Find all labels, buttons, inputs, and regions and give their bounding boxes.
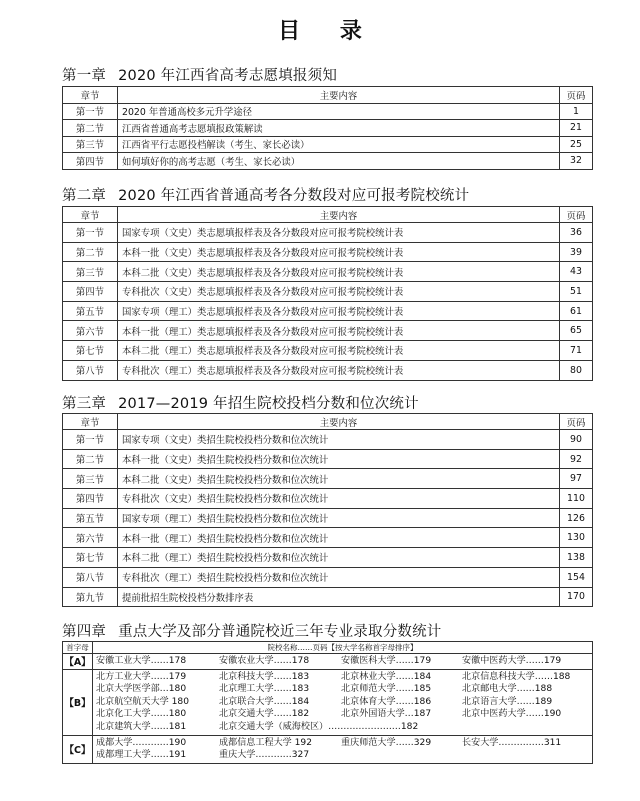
university-entry: 重庆大学…………327 bbox=[219, 750, 310, 761]
content-cell: 如何填好你的高考志愿（考生、家长必读） bbox=[118, 153, 560, 170]
section-cell: 第八节 bbox=[63, 567, 118, 587]
university-line bbox=[96, 721, 589, 734]
table-row bbox=[63, 508, 593, 528]
page-cell: 80 bbox=[560, 360, 593, 380]
header-letter: 首字母 bbox=[63, 642, 93, 654]
table-row bbox=[63, 548, 593, 568]
university-index-table bbox=[62, 641, 593, 764]
section-cell: 第一节 bbox=[63, 103, 118, 120]
table-row bbox=[63, 360, 593, 380]
university-entry: 北京外国语大学…187 bbox=[341, 709, 432, 720]
university-entry: 北京林业大学……184 bbox=[341, 671, 432, 682]
header-section: 章节 bbox=[63, 87, 118, 104]
content-cell: 本科二批（理工）类招生院校投档分数和位次统计 bbox=[118, 548, 560, 568]
chapter-3-table bbox=[62, 413, 593, 607]
page-cell: 32 bbox=[560, 153, 593, 170]
table-row bbox=[63, 449, 593, 469]
university-entry: 北京理工大学……183 bbox=[219, 684, 310, 695]
section-cell: 第一节 bbox=[63, 223, 118, 243]
content-cell: 本科一批（理工）类招生院校投档分数和位次统计 bbox=[118, 528, 560, 548]
content-cell: 专科批次（文史）类招生院校投档分数和位次统计 bbox=[118, 489, 560, 509]
table-row bbox=[63, 136, 593, 153]
section-cell: 第四节 bbox=[63, 153, 118, 170]
university-line bbox=[96, 749, 589, 762]
section-cell: 第七节 bbox=[63, 548, 118, 568]
group-letter: 【C】 bbox=[63, 735, 93, 763]
section-cell: 第三节 bbox=[63, 262, 118, 282]
section-cell: 第九节 bbox=[63, 587, 118, 607]
page-cell: 97 bbox=[560, 469, 593, 489]
header-content: 主要内容 bbox=[118, 87, 560, 104]
table-header-row bbox=[63, 87, 593, 104]
university-entry: 安徽工业大学……178 bbox=[96, 656, 187, 666]
page-cell: 36 bbox=[560, 223, 593, 243]
header-section: 章节 bbox=[63, 414, 118, 430]
university-entry: 北京建筑大学……181 bbox=[96, 721, 187, 732]
chapter-2-table bbox=[62, 206, 593, 381]
header-content: 主要内容 bbox=[118, 414, 560, 430]
university-line bbox=[96, 737, 589, 750]
table-row bbox=[63, 528, 593, 548]
university-header-row bbox=[63, 642, 593, 654]
chapter-name: 重点大学及部分普通院校近三年专业录取分数统计 bbox=[118, 624, 442, 640]
header-university-content: 院校名称……页码【按大学名称首字母排序】 bbox=[93, 642, 593, 654]
university-entry: 成都信息工程大学 192 bbox=[219, 737, 312, 748]
content-cell: 江西省普通高考志愿填报政策解读 bbox=[118, 120, 560, 137]
table-row bbox=[63, 321, 593, 341]
university-entry: 北京交通大学……182 bbox=[219, 709, 310, 720]
page-cell: 138 bbox=[560, 548, 593, 568]
content-cell: 国家专项（文史）类招生院校投档分数和位次统计 bbox=[118, 430, 560, 450]
content-cell: 本科一批（文史）类招生院校投档分数和位次统计 bbox=[118, 449, 560, 469]
page-cell: 154 bbox=[560, 567, 593, 587]
university-entry: 北京化工大学……180 bbox=[96, 709, 187, 720]
page-cell: 61 bbox=[560, 301, 593, 321]
table-header-row bbox=[63, 207, 593, 223]
content-cell: 国家专项（理工）类志愿填报样表及各分数段对应可报考院校统计表 bbox=[118, 301, 560, 321]
content-cell: 本科一批（文史）类志愿填报样表及各分数段对应可报考院校统计表 bbox=[118, 242, 560, 262]
page-cell: 43 bbox=[560, 262, 593, 282]
page-cell: 71 bbox=[560, 341, 593, 361]
chapter-name: 2020 年江西省高考志愿填报须知 bbox=[118, 68, 338, 84]
content-cell: 国家专项（理工）类招生院校投档分数和位次统计 bbox=[118, 508, 560, 528]
section-cell: 第四节 bbox=[63, 489, 118, 509]
university-entry: 长安大学……………311 bbox=[462, 737, 562, 748]
university-entry: 安徽中医药大学……179 bbox=[462, 656, 562, 666]
header-content: 主要内容 bbox=[118, 207, 560, 223]
page-cell: 25 bbox=[560, 136, 593, 153]
university-entry: 北京中医药大学……190 bbox=[462, 709, 562, 720]
header-page: 页码 bbox=[560, 207, 593, 223]
page-title: 目 录 bbox=[278, 19, 378, 44]
group-letter: 【B】 bbox=[63, 669, 93, 735]
content-cell: 2020 年普通高校多元升学途径 bbox=[118, 103, 560, 120]
chapter-label: 第二章 bbox=[62, 188, 107, 204]
section-cell: 第七节 bbox=[63, 341, 118, 361]
university-entry: 北京体育大学……186 bbox=[341, 696, 432, 707]
section-cell: 第三节 bbox=[63, 136, 118, 153]
content-cell: 本科二批（理工）类志愿填报样表及各分数段对应可报考院校统计表 bbox=[118, 341, 560, 361]
table-row bbox=[63, 469, 593, 489]
chapter-1-title bbox=[62, 64, 337, 85]
section-cell: 第一节 bbox=[63, 430, 118, 450]
chapter-3-title bbox=[62, 392, 419, 413]
university-group-b bbox=[63, 669, 593, 735]
table-row bbox=[63, 341, 593, 361]
university-entry: 北京联合大学……184 bbox=[219, 696, 310, 707]
university-entry: 北方工业大学……179 bbox=[96, 671, 187, 682]
section-cell: 第五节 bbox=[63, 301, 118, 321]
page-cell: 126 bbox=[560, 508, 593, 528]
university-entry: 北京信息科技大学……188 bbox=[462, 671, 571, 682]
content-cell: 江西省平行志愿投档解读（考生、家长必读） bbox=[118, 136, 560, 153]
content-cell: 专科批次（理工）类志愿填报样表及各分数段对应可报考院校统计表 bbox=[118, 360, 560, 380]
content-cell: 本科二批（文史）类志愿填报样表及各分数段对应可报考院校统计表 bbox=[118, 262, 560, 282]
table-row bbox=[63, 262, 593, 282]
page-cell: 39 bbox=[560, 242, 593, 262]
header-page: 页码 bbox=[560, 87, 593, 104]
section-cell: 第二节 bbox=[63, 120, 118, 137]
university-list bbox=[93, 669, 593, 735]
university-group-c bbox=[63, 735, 593, 763]
university-entry: 成都理工大学……191 bbox=[96, 750, 187, 761]
section-cell: 第四节 bbox=[63, 282, 118, 302]
table-row bbox=[63, 567, 593, 587]
table-row bbox=[63, 587, 593, 607]
table-row bbox=[63, 153, 593, 170]
university-entry: 成都大学…………190 bbox=[96, 737, 187, 748]
university-entry: 安徽农业大学……178 bbox=[219, 656, 310, 666]
university-entry: 北京大学医学部…180 bbox=[96, 684, 187, 695]
university-line bbox=[96, 655, 589, 668]
page-cell: 170 bbox=[560, 587, 593, 607]
content-cell: 专科批次（文史）类志愿填报样表及各分数段对应可报考院校统计表 bbox=[118, 282, 560, 302]
university-list bbox=[93, 654, 593, 670]
university-entry: 北京师范大学……185 bbox=[341, 684, 432, 695]
section-cell: 第八节 bbox=[63, 360, 118, 380]
page-cell: 65 bbox=[560, 321, 593, 341]
table-row bbox=[63, 282, 593, 302]
page-cell: 90 bbox=[560, 430, 593, 450]
group-letter: 【A】 bbox=[63, 654, 93, 670]
university-entry: 北京交通大学（威海校区）……………………182 bbox=[219, 721, 419, 732]
chapter-4-title bbox=[62, 620, 442, 641]
university-group-a bbox=[63, 654, 593, 670]
table-row bbox=[63, 430, 593, 450]
chapter-label: 第四章 bbox=[62, 624, 107, 640]
chapter-name: 2020 年江西省普通高考各分数段对应可报考院校统计 bbox=[118, 188, 470, 204]
university-entry: 北京语言大学……189 bbox=[462, 696, 553, 707]
university-line bbox=[96, 671, 589, 684]
table-row bbox=[63, 489, 593, 509]
university-line bbox=[96, 683, 589, 696]
content-cell: 专科批次（理工）类招生院校投档分数和位次统计 bbox=[118, 567, 560, 587]
content-cell: 本科一批（理工）类志愿填报样表及各分数段对应可报考院校统计表 bbox=[118, 321, 560, 341]
university-entry: 重庆师范大学……329 bbox=[341, 737, 432, 748]
table-row bbox=[63, 223, 593, 243]
section-cell: 第二节 bbox=[63, 449, 118, 469]
content-cell: 提前批招生院校投档分数排序表 bbox=[118, 587, 560, 607]
section-cell: 第二节 bbox=[63, 242, 118, 262]
chapter-2-title bbox=[62, 184, 469, 205]
chapter-name: 2017—2019 年招生院校投档分数和位次统计 bbox=[118, 396, 419, 412]
section-cell: 第六节 bbox=[63, 528, 118, 548]
chapter-label: 第三章 bbox=[62, 396, 107, 412]
table-header-row bbox=[63, 414, 593, 430]
header-page: 页码 bbox=[560, 414, 593, 430]
university-entry: 北京科技大学……183 bbox=[219, 671, 310, 682]
chapter-label: 第一章 bbox=[62, 68, 107, 84]
page-cell: 130 bbox=[560, 528, 593, 548]
page-cell: 110 bbox=[560, 489, 593, 509]
header-section: 章节 bbox=[63, 207, 118, 223]
chapter-1-table bbox=[62, 86, 593, 170]
page-cell: 21 bbox=[560, 120, 593, 137]
section-cell: 第五节 bbox=[63, 508, 118, 528]
page-cell: 51 bbox=[560, 282, 593, 302]
university-line bbox=[96, 696, 589, 709]
content-cell: 国家专项（文史）类志愿填报样表及各分数段对应可报考院校统计表 bbox=[118, 223, 560, 243]
table-row bbox=[63, 120, 593, 137]
university-entry: 安徽医科大学……179 bbox=[341, 656, 432, 666]
table-row bbox=[63, 242, 593, 262]
content-cell: 本科二批（文史）类招生院校投档分数和位次统计 bbox=[118, 469, 560, 489]
section-cell: 第三节 bbox=[63, 469, 118, 489]
university-list bbox=[93, 735, 593, 763]
table-row bbox=[63, 103, 593, 120]
table-row bbox=[63, 301, 593, 321]
university-entry: 北京邮电大学……188 bbox=[462, 684, 553, 695]
page-cell: 92 bbox=[560, 449, 593, 469]
university-entry: 北京航空航天大学 180 bbox=[96, 696, 189, 707]
university-line bbox=[96, 708, 589, 721]
section-cell: 第六节 bbox=[63, 321, 118, 341]
page-cell: 1 bbox=[560, 103, 593, 120]
